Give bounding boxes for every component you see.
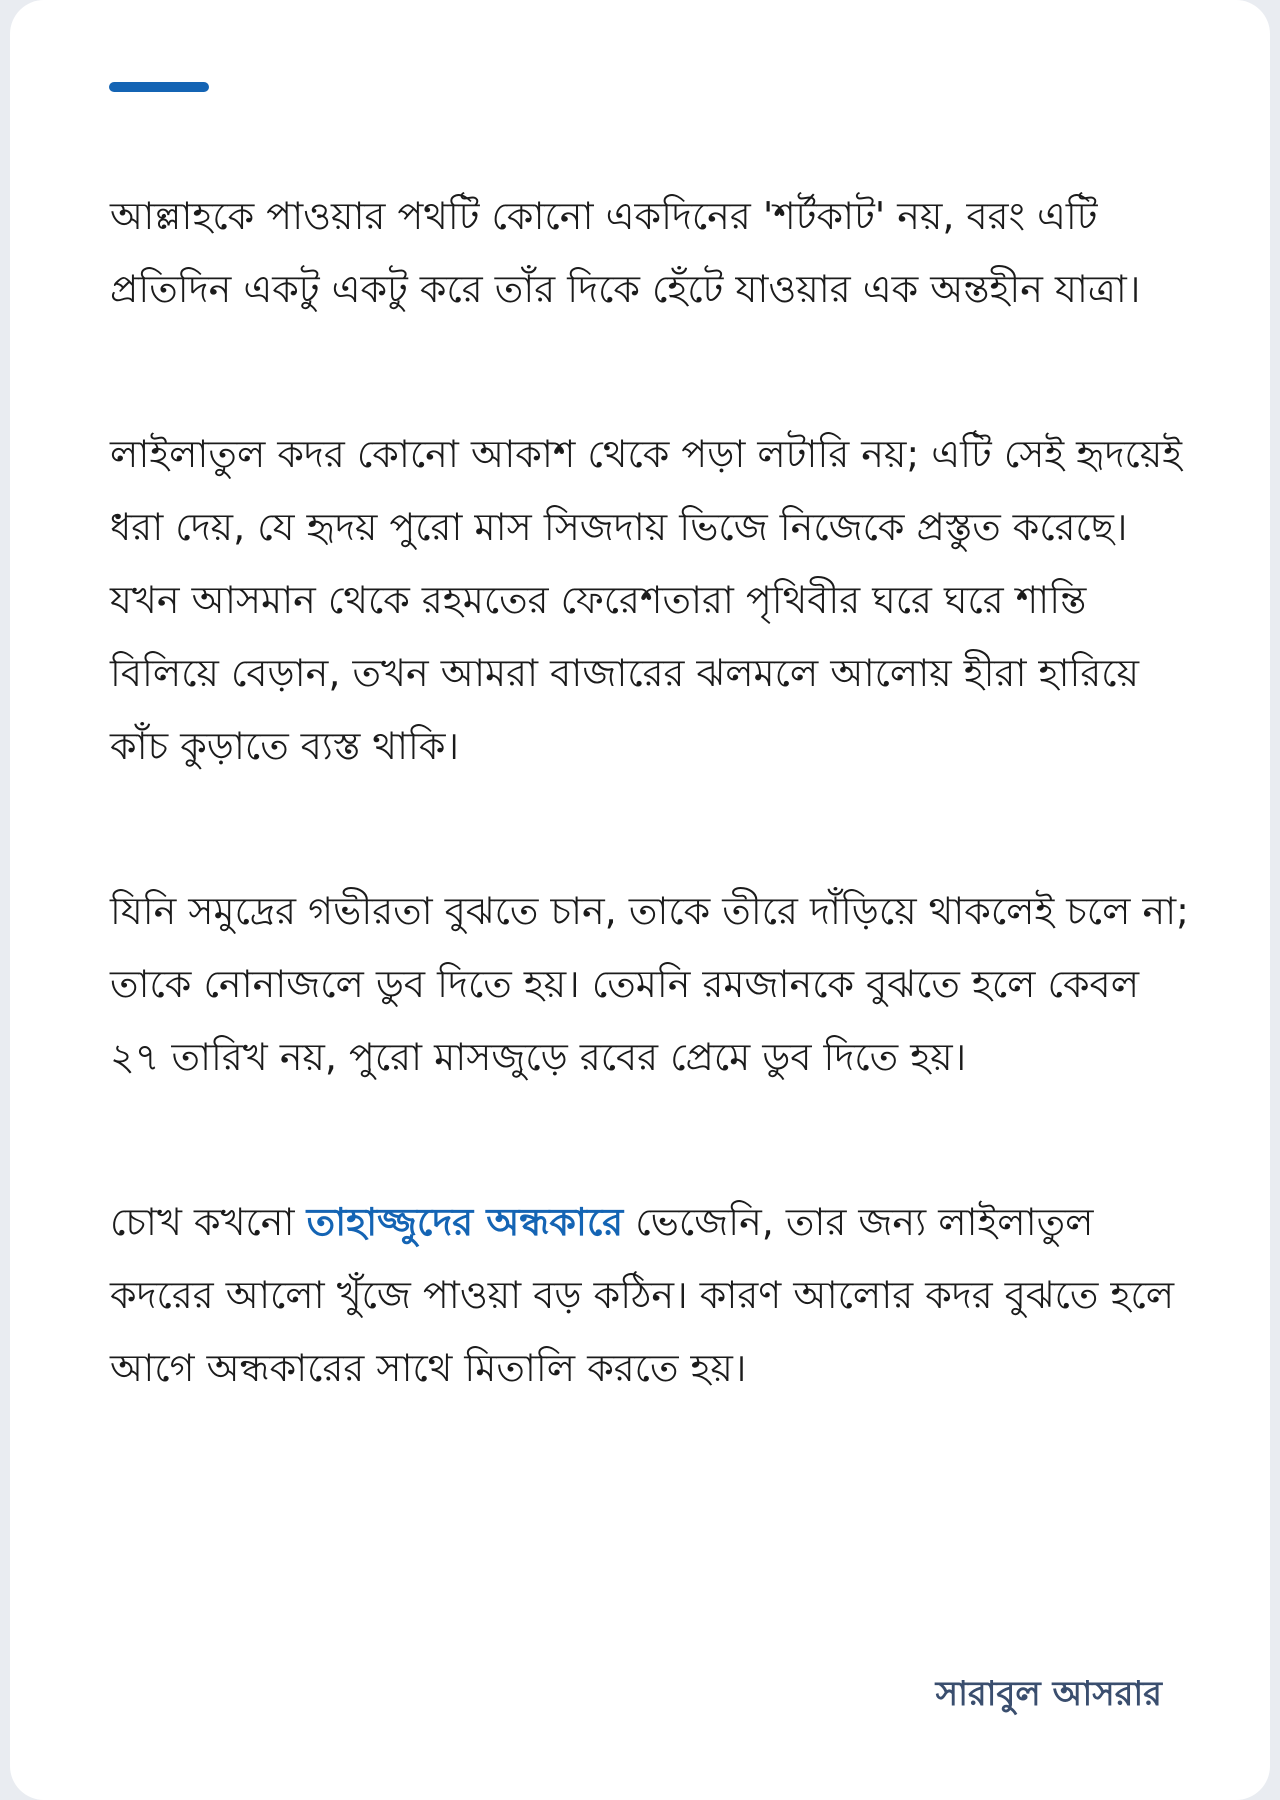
accent-bar	[109, 82, 209, 92]
article-body	[110, 180, 1190, 1497]
paragraph-4-start: চোখ কখনো	[110, 1200, 307, 1244]
author-signature: সারাবুল আসরার	[935, 1674, 1162, 1714]
paragraph-4	[110, 1186, 1190, 1405]
paragraph-1: আল্লাহকে পাওয়ার পথটি কোনো একদিনের 'শর্টকাট' নয়, বরং এটি প্রতিদিন একটু একটু করে তাঁর দিকে হেঁটে যাওয়ার এক অন্তহীন যাত্রা।	[110, 194, 1141, 311]
post-card	[10, 0, 1270, 1800]
highlighted-phrase: তাহাজ্জুদের অন্ধকারে	[306, 1200, 624, 1244]
paragraph-2: লাইলাতুল কদর কোনো আকাশ থেকে পড়া লটারি নয়; এটি সেই হৃদয়েই ধরা দেয়, যে হৃদয় পুরো মাস সিজদায় ভিজে নিজেকে প্রস্তুত করেছে। যখন আসমান থেকে রহমতের ফেরেশতারা পৃথিবীর ঘরে ঘরে শান্তি বিলিয়ে বেড়ান, তখন আমরা বাজারের ঝলমলে আলোয় হীরা হারিয়ে কাঁচ কুড়াতে ব্যস্ত থাকি।	[110, 432, 1182, 768]
paragraph-3: যিনি সমুদ্রের গভীরতা বুঝতে চান, তাকে তীরে দাঁড়িয়ে থাকলেই চলে না; তাকে নোনাজলে ডুব দিতে হয়। তেমনি রমজানকে বুঝতে হলে কেবল ২৭ তারিখ নয়, পুরো মাসজুড়ে রবের প্রেমে ডুব দিতে হয়।	[110, 889, 1189, 1079]
paragraph-4-end: ভেজেনি, তার জন্য লাইলাতুল কদরের আলো খুঁজে পাওয়া বড় কঠিন। কারণ আলোর কদর বুঝতে হলে আগে অন্ধকারের সাথে মিতালি করতে হয়।	[110, 1200, 1175, 1390]
